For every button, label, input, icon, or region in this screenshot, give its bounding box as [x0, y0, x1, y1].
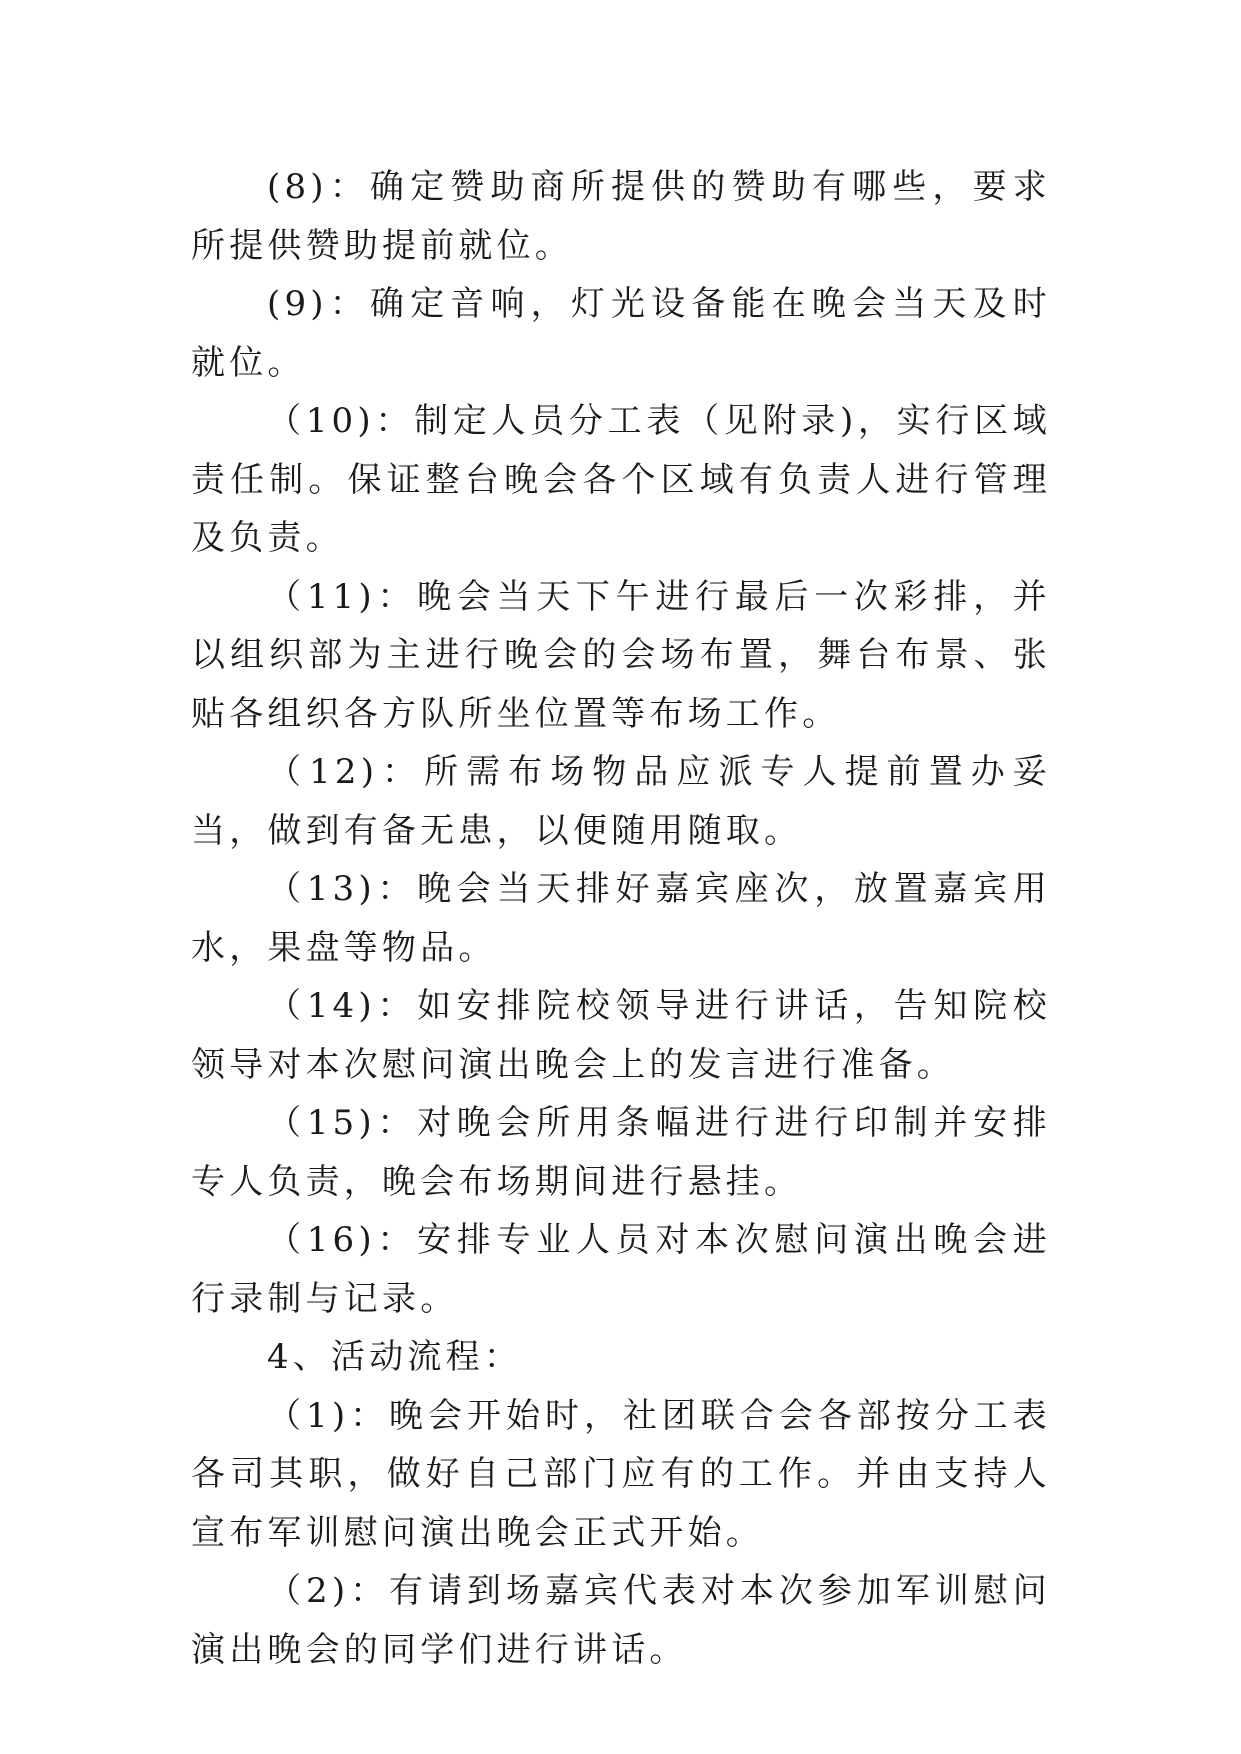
paragraph-item-14: （14)：如安排院校领导进行讲话，告知院校领导对本次慰问演出晚会上的发言进行准备。 [191, 986, 1051, 1085]
paragraph-flow-item-2: （2)：有请到场嘉宾代表对本次参加军训慰问演出晚会的同学们进行讲话。 [191, 1571, 1051, 1670]
paragraph-item-12: （12)：所需布场物品应派专人提前置办妥当，做到有备无患，以便随用随取。 [191, 752, 1051, 851]
paragraph-item-8: (8)：确定赞助商所提供的赞助有哪些，要求所提供赞助提前就位。 [191, 167, 1051, 266]
paragraph-item-10: （10)：制定人员分工表（见附录)，实行区域责任制。保证整台晚会各个区域有负责人进行管理及负责。 [191, 401, 1051, 558]
paragraph-item-9: (9)：确定音响，灯光设备能在晚会当天及时就位。 [191, 284, 1051, 383]
paragraph-item-13: （13)：晚会当天排好嘉宾座次，放置嘉宾用水，果盘等物品。 [191, 869, 1051, 968]
paragraph-item-11: （11)：晚会当天下午进行最后一次彩排，并以组织部为主进行晚会的会场布置，舞台布景、张贴各组织各方队所坐位置等布场工作。 [191, 576, 1051, 734]
section-heading-activity-flow: 4、活动流程： [267, 1337, 523, 1377]
paragraph-item-15: （15)：对晚会所用条幅进行进行印制并安排专人负责，晚会布场期间进行悬挂。 [191, 1103, 1051, 1202]
paragraph-item-16: （16)：安排专业人员对本次慰问演出晚会进行录制与记录。 [191, 1220, 1051, 1319]
document-body [191, 158, 1051, 1679]
paragraph-flow-item-1: （1)：晚会开始时，社团联合会各部按分工表各司其职，做好自己部门应有的工作。并由支持人宣布军训慰问演出晚会正式开始。 [191, 1395, 1051, 1553]
